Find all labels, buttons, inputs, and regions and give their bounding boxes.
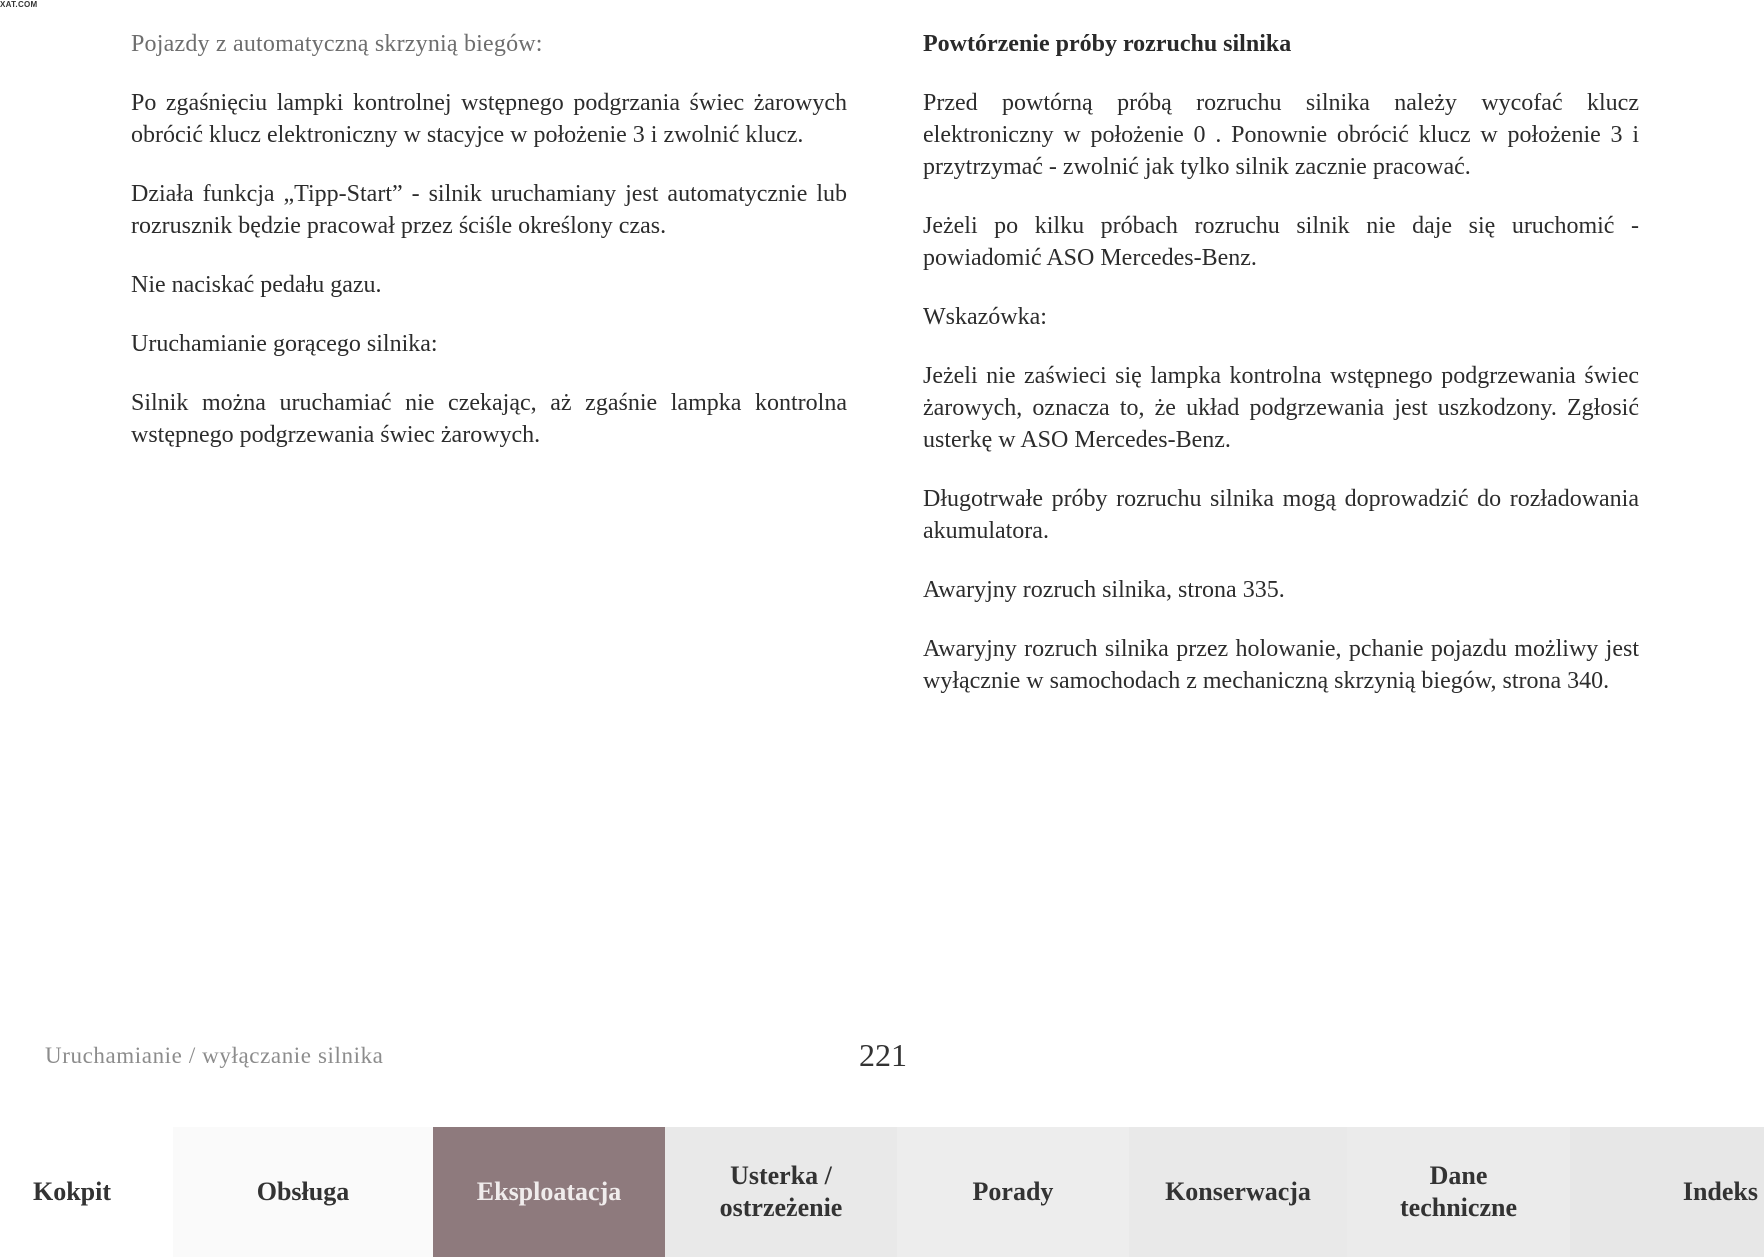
corner-watermark: XAT.COM [0,0,38,9]
left-column [131,28,847,478]
paragraph-note-label: Wskazówka: [923,304,1047,330]
paragraph: Długotrwałe próby rozruchu silnika mogą doprowadzić do rozładowania akumulatora. [923,486,1639,544]
paragraph: Awaryjny rozruch silnika, strona 335. [923,577,1285,603]
tab-porady[interactable] [897,1127,1129,1257]
right-column [923,28,1639,724]
tab-indeks[interactable] [1570,1127,1764,1257]
tab-label: Porady [972,1177,1054,1206]
section-heading: Powtórzenie próby rozruchu silnika [923,31,1292,57]
footer-section-title: Uruchamianie / wyłączanie silnika [45,1043,384,1068]
tab-dane-techniczne[interactable] [1347,1127,1570,1257]
paragraph: Działa funkcja „Tipp-Start” - silnik uruchamiany jest automatycznie lub rozrusznik będzie pracował przez ściśle określony czas. [131,181,847,239]
tab-label: Indeks [1682,1177,1758,1206]
tab-label: Eksploatacja [476,1177,622,1206]
tab-label: Obsługa [256,1177,350,1206]
tab-label: Dane techniczne [1400,1161,1517,1222]
tab-label: Usterka / ostrzeżenie [719,1161,843,1222]
tab-usterka-ostrzezenie[interactable] [665,1127,897,1257]
paragraph: Po zgaśnięciu lampki kontrolnej wstępnego podgrzania świec żarowych obrócić klucz elektroniczny w stacyjce w położenie 3 i zwolnić klucz. [131,90,847,148]
tab-konserwacja[interactable] [1129,1127,1347,1257]
tab-eksploatacja[interactable] [433,1127,665,1257]
tab-kokpit[interactable] [0,1127,173,1257]
paragraph-automatic-gearbox-heading: Pojazdy z automatyczną skrzynią biegów: [131,31,543,57]
paragraph: Nie naciskać pedału gazu. [131,272,382,298]
paragraph: Przed powtórną próbą rozruchu silnika należy wycofać klucz elektroniczny w położenie 0 . Ponownie obrócić klucz w położenie 3 i przytrzymać - zwolnić jak tylko silnik zacznie pracować. [923,90,1639,180]
tab-label: Konserwacja [1165,1177,1311,1206]
paragraph: Jeżeli po kilku próbach rozruchu silnik nie daje się uruchomić - powiadomić ASO Mercedes-Benz. [923,213,1639,271]
tab-label: Kokpit [33,1177,112,1206]
paragraph: Jeżeli nie zaświeci się lampka kontrolna wstępnego podgrzewania świec żarowych, oznacza to, że układ podgrzewania jest uszkodzony. Zgłosić usterkę w ASO Mercedes-Benz. [923,363,1639,453]
paragraph-subheading: Uruchamianie gorącego silnika: [131,331,438,357]
tab-obsluga[interactable] [173,1127,433,1257]
paragraph: Silnik można uruchamiać nie czekając, aż zgaśnie lampka kontrolna wstępnego podgrzewania świec żarowych. [131,390,847,448]
paragraph: Awaryjny rozruch silnika przez holowanie, pchanie pojazdu możliwy jest wyłącznie w samochodach z mechaniczną skrzynią biegów, strona 340. [923,636,1639,694]
chapter-tab-bar [0,1127,1764,1257]
page-number: 221 [859,1037,907,1073]
